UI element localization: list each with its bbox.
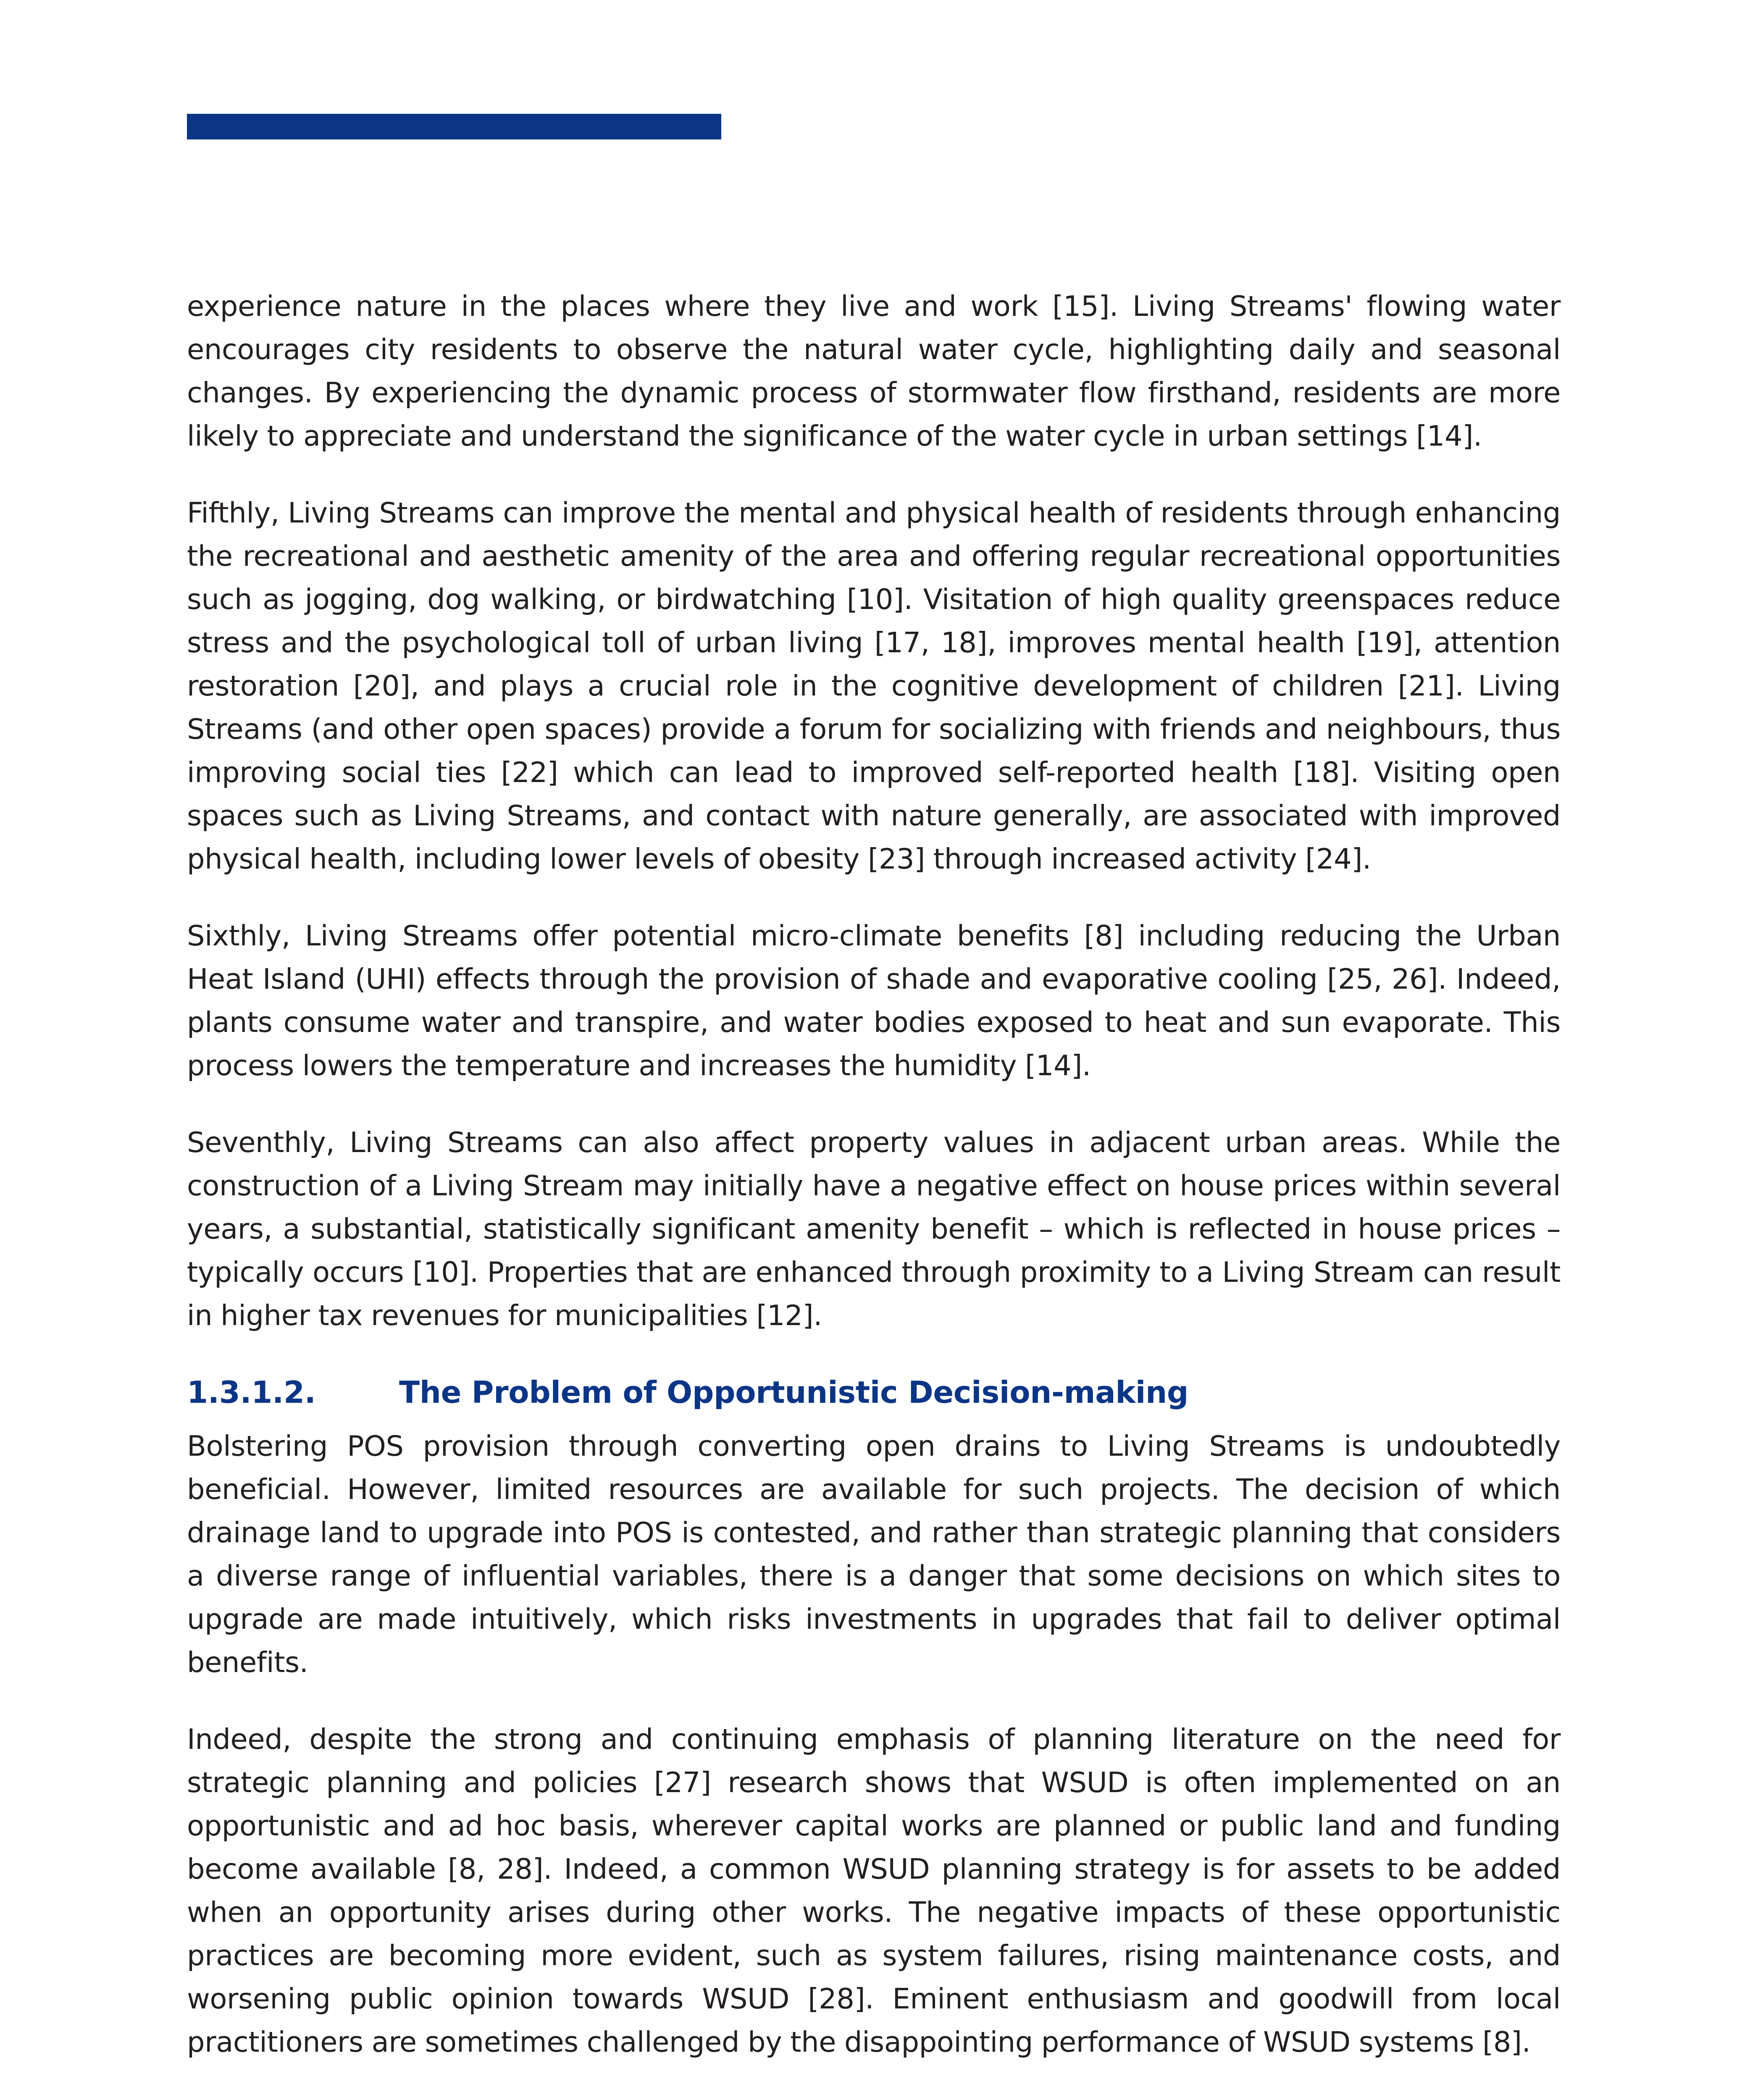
section-title: The Problem of Opportunistic Decision-making [399,1375,1189,1410]
body-paragraph-micro-climate: Sixthly, Living Streams offer potential micro-climate benefits [8] including reducing the Urban Heat Island (UHI) effects through the provision of shade and evaporative cooling [25, 26]. Indeed, plants consume water and transpire, and water bodies exposed to heat and sun evaporate. This process lowers the temperature and increases the humidity [14]. [187,919,1561,1082]
page-content [187,285,1561,2100]
body-paragraph-strategic-planning: Indeed, despite the strong and continuing emphasis of planning literature on the need for strategic planning and policies [27] research shows that WSUD is often implemented on an opportunistic and ad hoc basis, wherever capital works are planned or public land and funding become available [8, 28]. Indeed, a common WSUD planning strategy is for assets to be added when an opportunity arises during other works. The negative impacts of these opportunistic practices are becoming more evident, such as system failures, rising maintenance costs, and worsening public opinion towards WSUD [28]. Eminent enthusiasm and goodwill from local practitioners are sometimes challenged by the disappointing performance of WSUD systems [8]. [187,1723,1561,2058]
body-paragraph-pos-provision: Bolstering POS provision through converting open drains to Living Streams is undoubtedly beneficial. However, limited resources are available for such projects. The decision of which drainage land to upgrade into POS is contested, and rather than strategic planning that considers a diverse range of influential variables, there is a danger that some decisions on which sites to upgrade are made intuitively, which risks investments in upgrades that fail to deliver optimal benefits. [187,1430,1561,1679]
section-heading [187,1371,1561,1414]
body-paragraph-frameworks [187,2097,1561,2100]
body-paragraph-property-values: Seventhly, Living Streams can also affect property values in adjacent urban areas. While the construction of a Living Stream may initially have a negative effect on house prices within several years, a substantial, statistically significant amenity benefit – which is reflected in house prices – typically occurs [10]. Properties that are enhanced through proximity to a Living Stream can result in higher tax revenues for municipalities [12]. [187,1126,1561,1332]
body-paragraph-water-cycle: experience nature in the places where they live and work [15]. Living Streams' flowing water encourages city residents to observe the natural water cycle, highlighting daily and seasonal changes. By experiencing the dynamic process of stormwater flow firsthand, residents are more likely to appreciate and understand the significance of the water cycle in urban settings [14]. [187,290,1561,452]
body-paragraph-health-benefits: Fifthly, Living Streams can improve the mental and physical health of residents through enhancing the recreational and aesthetic amenity of the area and offering regular recreational opportunities such as jogging, dog walking, or birdwatching [10]. Visitation of high quality greenspaces reduce stress and the psychological toll of urban living [17, 18], improves mental health [19], attention restoration [20], and plays a crucial role in the cognitive development of children [21]. Living Streams (and other open spaces) provide a forum for socializing with friends and neighbours, thus improving social ties [22] which can lead to improved self-reported health [18]. Visiting open spaces such as Living Streams, and contact with nature generally, are associated with improved physical health, including lower levels of obesity [23] through increased activity [24]. [187,496,1561,875]
section-number: 1.3.1.2. [187,1375,316,1410]
header-accent-bar [187,114,721,139]
